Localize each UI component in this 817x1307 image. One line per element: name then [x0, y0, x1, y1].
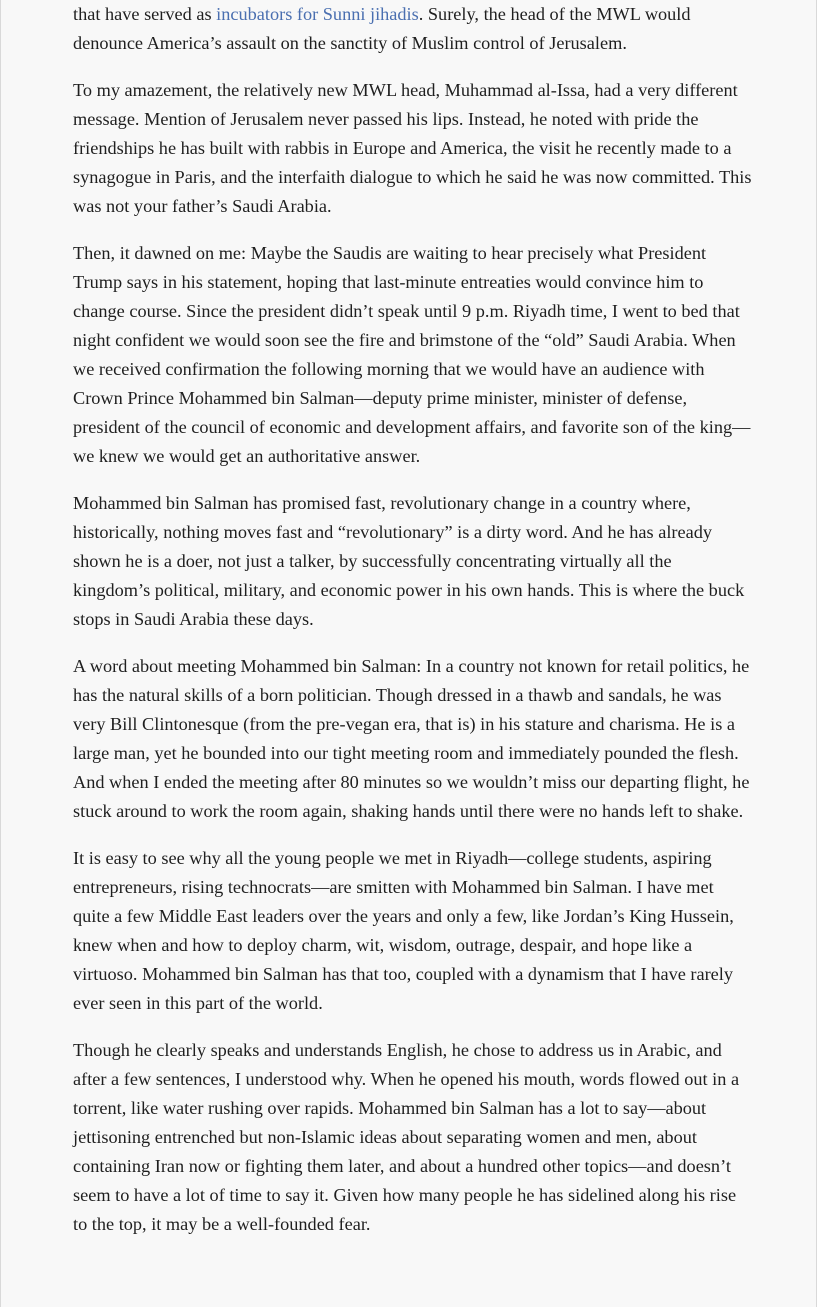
- article-body: [73, 0, 753, 1257]
- article-paragraph-2: To my amazement, the relatively new MWL head, Muhammad al-Issa, had a very different message. Mention of Jerusalem never passed his lips. Instead, he noted with pride the friendships he has built with rabbis in Europe and America, the visit he recently made to a synagogue in Paris, and the interfaith dialogue to which he said he was now committed. This was not your father’s Saudi Arabia.: [73, 80, 752, 216]
- article-paragraph-3: Then, it dawned on me: Maybe the Saudis are waiting to hear precisely what President Trump says in his statement, hoping that last-minute entreaties would convince him to change course. Since the president didn’t speak until 9 p.m. Riyadh time, I went to bed that night confident we would soon see the fire and brimstone of the “old” Saudi Arabia. When we received confirmation the following morning that we would have an audience with Crown Prince Mohammed bin Salman—deputy prime minister, minister of defense, president of the council of economic and development affairs, and favorite son of the king—we knew we would get an authoritative answer.: [73, 243, 751, 466]
- article-paragraph-1: [73, 0, 753, 58]
- article-paragraph-5: A word about meeting Mohammed bin Salman: In a country not known for retail politics, he has the natural skills of a born politician. Though dressed in a thawb and sandals, he was very Bill Clintonesque (from the pre-vegan era, that is) in his stature and charisma. He is a large man, yet he bounded into our tight meeting room and immediately pounded the flesh. And when I ended the meeting after 80 minutes so we wouldn’t miss our departing flight, he stuck around to work the room again, shaking hands until there were no hands left to shake.: [73, 656, 750, 821]
- paragraph-text-before-link: that have served as: [73, 4, 217, 24]
- incubators-link[interactable]: incubators for Sunni jihadis: [216, 4, 419, 24]
- article-paragraph-4: Mohammed bin Salman has promised fast, revolutionary change in a country where, historically, nothing moves fast and “revolutionary” is a dirty word. And he has already shown he is a doer, not just a talker, by successfully concentrating virtually all the kingdom’s political, military, and economic power in his own hands. This is where the buck stops in Saudi Arabia these days.: [73, 493, 745, 629]
- article-paragraph-7: Though he clearly speaks and understands English, he chose to address us in Arabic, and after a few sentences, I understood why. When he opened his mouth, words flowed out in a torrent, like water rushing over rapids. Mohammed bin Salman has a lot to say—about jettisoning entrenched but non-Islamic ideas about separating women and men, about containing Iran now or fighting them later, and about a hundred other topics—and doesn’t seem to have a lot of time to say it. Given how many people he has sidelined along his rise to the top, it may be a well-founded fear.: [73, 1040, 740, 1234]
- article-paragraph-6: It is easy to see why all the young people we met in Riyadh—college students, aspiring entrepreneurs, rising technocrats—are smitten with Mohammed bin Salman. I have met quite a few Middle East leaders over the years and only a few, like Jordan’s King Hussein, knew when and how to deploy charm, wit, wisdom, outrage, despair, and hope like a virtuoso. Mohammed bin Salman has that too, coupled with a dynamism that I have rarely ever seen in this part of the world.: [73, 848, 734, 1013]
- paragraph-text-after-link: . Surely, the head of the MWL would denounce America’s assault on the sanctity of Muslim control of Jerusalem.: [73, 4, 691, 53]
